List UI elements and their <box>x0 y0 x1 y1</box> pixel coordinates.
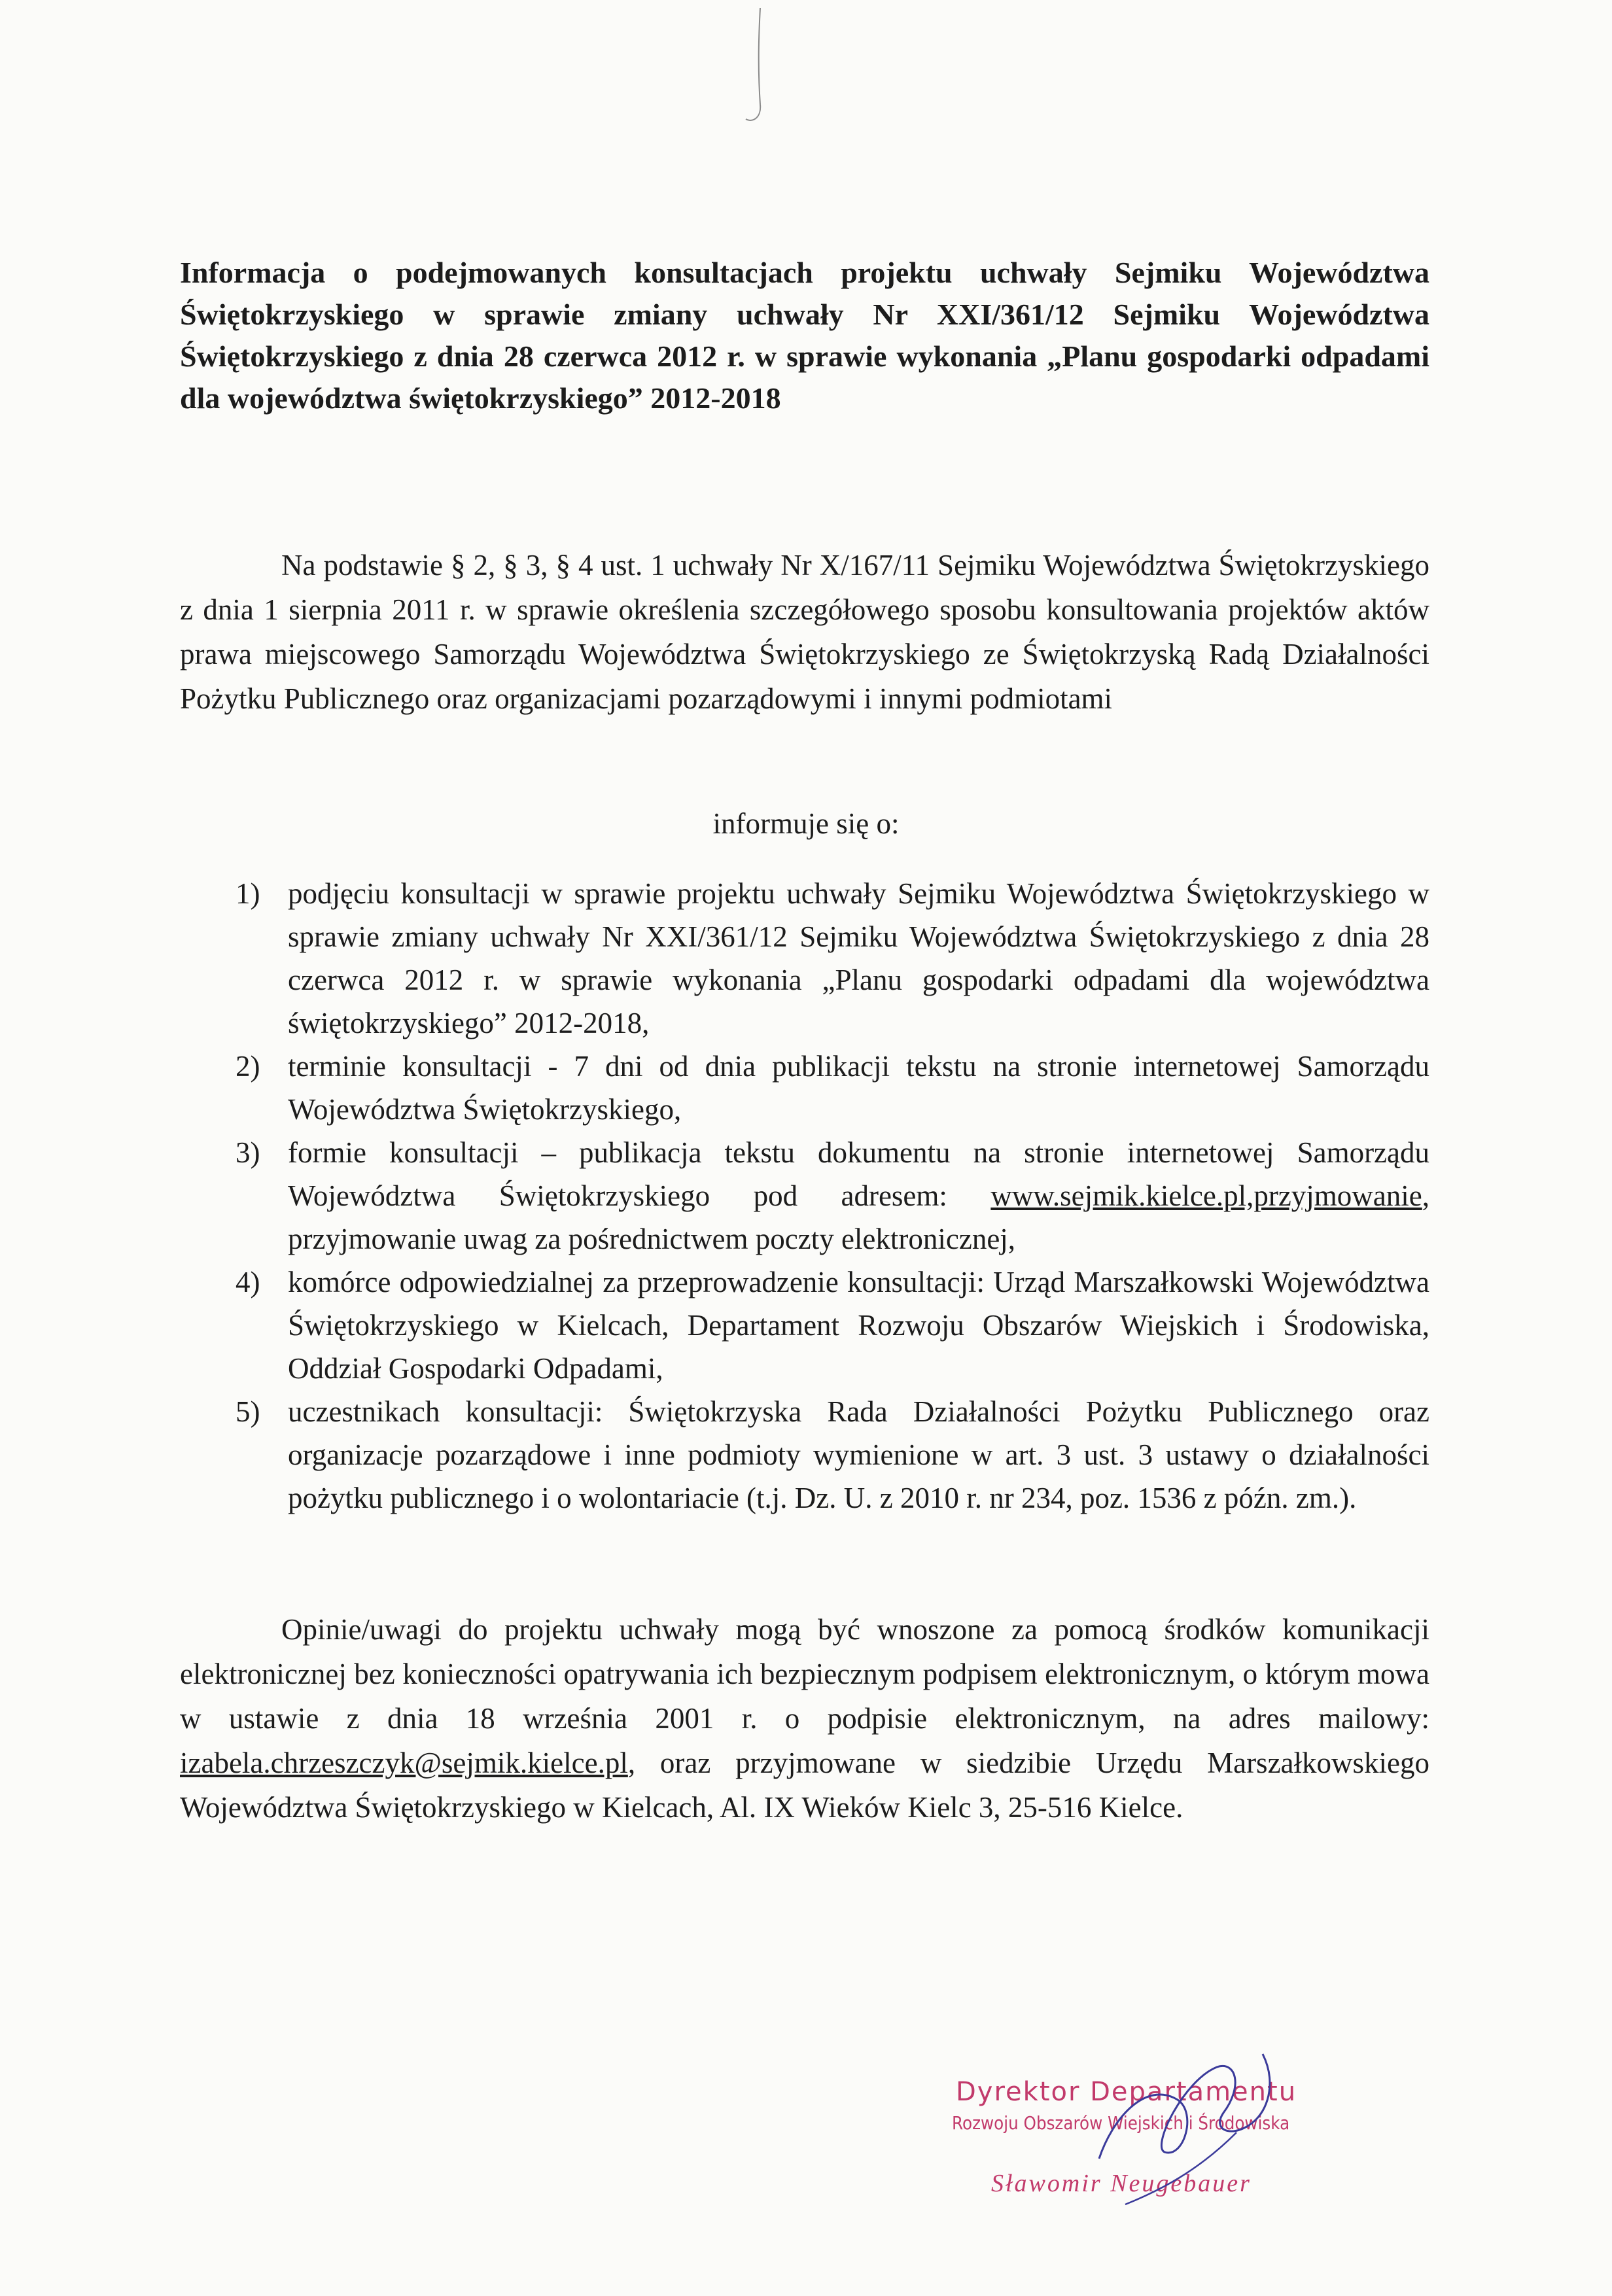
informuje-line: informuje się o: <box>712 807 900 840</box>
list-item <box>236 1261 1429 1390</box>
list-item-number: 1) <box>236 877 260 910</box>
list-item-number: 4) <box>236 1266 260 1298</box>
list-item <box>236 1045 1429 1131</box>
list-item-text: podjęciu konsultacji w sprawie projektu uchwały Sejmiku Województwa Świętokrzyskiego w sprawie zmiany uchwały Nr XXI/361/12 Sejmiku Województwa Świętokrzyskiego z dnia 28 czerwca 2012 r. w sprawie wykonania „Planu gospodarki odpadami dla województwa świętokrzyskiego” 2012-2018, <box>288 877 1429 1039</box>
list-item-number: 3) <box>236 1136 260 1169</box>
intro-paragraph: Na podstawie § 2, § 3, § 4 ust. 1 uchwały Nr X/167/11 Sejmiku Województwa Świętokrzyskiego z dnia 1 sierpnia 2011 r. w sprawie określenia szczegółowego sposobu konsultowania projektów aktów prawa miejscowego Samorządu Województwa Świętokrzyskiego ze Świętokrzyską Radą Działalności Pożytku Publicznego oraz organizacjami pozarządowymi i innymi podmiotami <box>180 549 1429 715</box>
closing-text: Opinie/uwagi do projektu uchwały mogą być wnoszone za pomocą środków komunikacji elektronicznej bez konieczności opatrywania ich bezpiecznym podpisem elektronicznym, o którym mowa w ustawie z dnia 18 września 2001 r. o podpisie elektronicznym, na adres mailowy: <box>180 1613 1429 1735</box>
list-item <box>236 1131 1429 1261</box>
list-item-number: 2) <box>236 1050 260 1083</box>
closing-text: , oraz przyjmowane w siedzibie Urzędu Marszałkowskiego Województwa Świętokrzyskiego w Kielcach, Al. IX Wieków Kielc 3, 25-516 Kielce. <box>180 1747 1429 1824</box>
handwritten-signature <box>1086 2041 1295 2224</box>
list-item-text: terminie konsultacji - 7 dni od dnia publikacji tekstu na stronie internetowej Samorządu Województwa Świętokrzyskiego, <box>288 1050 1429 1126</box>
list-item <box>236 1390 1429 1520</box>
stamp-department: Rozwoju Obszarów Wiejskich i Środowiska <box>952 2112 1290 2134</box>
email-link[interactable]: izabela.chrzeszczyk@sejmik.kielce.pl <box>180 1747 628 1779</box>
closing-paragraph <box>180 1607 1429 1830</box>
list-item-text: , przyjmowanie uwag za pośrednictwem poczty elektronicznej, <box>288 1179 1429 1255</box>
stamp-name: Sławomir Neugebauer <box>991 2170 1252 2197</box>
consultation-list <box>236 872 1429 1520</box>
list-item-text: komórce odpowiedzialnej za przeprowadzenie konsultacji: Urząd Marszałkowski Województwa Świętokrzyskiego w Kielcach, Departament Rozwoju Obszarów Wiejskich i Środowiska, Oddział Gospodarki Odpadami, <box>288 1266 1429 1385</box>
list-item-text: formie konsultacji – publikacja tekstu dokumentu na stronie internetowej Samorządu Województwa Świętokrzyskiego pod adresem: <box>288 1136 1429 1212</box>
list-item-number: 5) <box>236 1395 260 1428</box>
website-link[interactable]: www.sejmik.kielce.pl,przyjmowanie <box>990 1179 1422 1212</box>
list-item <box>236 872 1429 1045</box>
document-title: Informacja o podejmowanych konsultacjach projektu uchwały Sejmiku Województwa Świętokrzyskiego w sprawie zmiany uchwały Nr XXI/361/12 Sejmiku Województwa Świętokrzyskiego z dnia 28 czerwca 2012 r. w sprawie wykonania „Planu gospodarki odpadami dla województwa świętokrzyskiego” 2012-2018 <box>180 256 1429 415</box>
list-item-text: uczestnikach konsultacji: Świętokrzyska Rada Działalności Pożytku Publicznego oraz organizacje pozarządowe i inne podmioty wymienione w art. 3 ust. 3 ustawy o działalności pożytku publicznego i o wolontariacie (t.j. Dz. U. z 2010 r. nr 234, poz. 1536 z późn. zm.). <box>288 1395 1429 1514</box>
handwritten-mark <box>720 7 798 131</box>
stamp-title: Dyrektor Departamentu <box>956 2077 1297 2107</box>
